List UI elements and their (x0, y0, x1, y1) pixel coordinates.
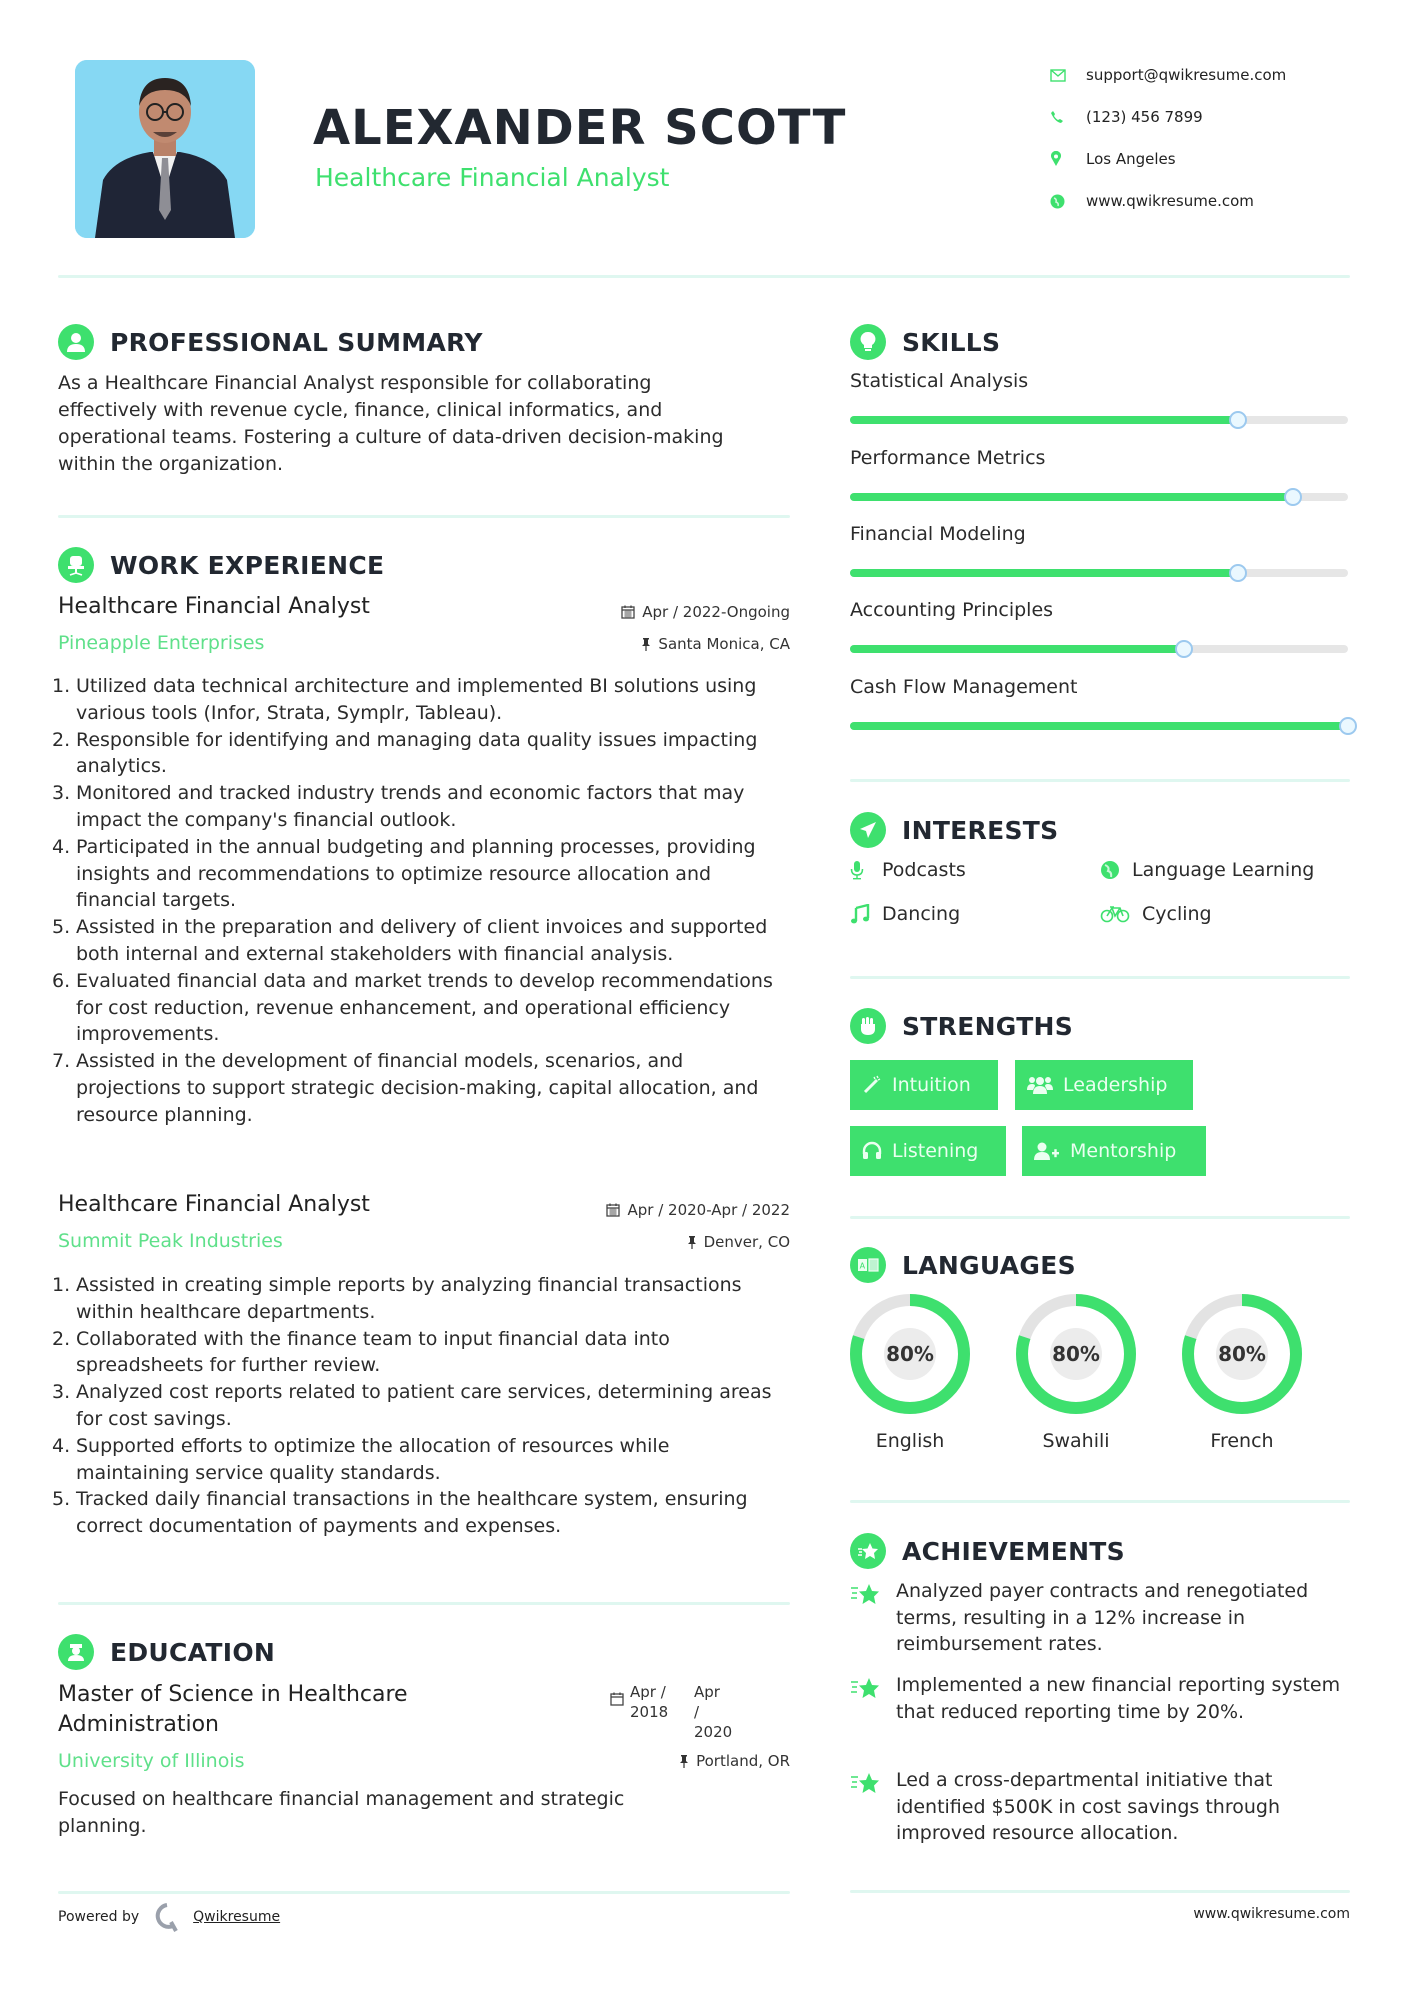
office-chair-icon (58, 547, 94, 583)
achievements-heading: ACHIEVEMENTS (850, 1533, 1125, 1569)
skill-slider-handle (1284, 488, 1302, 506)
degree-title: Master of Science in Healthcare Administration (58, 1682, 408, 1737)
list-item: 5. Assisted in the preparation and delivery of client invoices and supported both internal and external stakeholders with financial analysis. (52, 916, 768, 965)
map-pin-icon (1050, 151, 1086, 167)
star-badge-icon (850, 1533, 886, 1569)
education-description: Focused on healthcare financial management and strategic planning. (58, 1788, 625, 1837)
job-location: Denver, CO (540, 1233, 790, 1251)
star-icon (850, 1578, 896, 1658)
star-icon (850, 1672, 896, 1725)
globe-icon (1050, 194, 1086, 209)
list-item: 3. Monitored and tracked industry trends and economic factors that may impact the company's financial outlook. (52, 782, 745, 831)
strength-intuition: Intuition (850, 1060, 998, 1110)
company-name: Pineapple Enterprises (58, 632, 265, 654)
user-icon (58, 324, 94, 360)
skill-bar (850, 645, 1348, 653)
contact-phone[interactable]: (123) 456 7899 (1050, 96, 1380, 138)
progress-ring: 80% (849, 1293, 971, 1415)
pushpin-icon (687, 1235, 697, 1249)
skill-bar (850, 569, 1348, 577)
interests-heading: INTERESTS (850, 812, 1058, 848)
calendar-icon (610, 1692, 624, 1706)
achievement-item: Implemented a new financial reporting system that reduced reporting time by 20%. (850, 1672, 1360, 1725)
language-english: 80% English (849, 1293, 971, 1452)
section-divider (850, 976, 1350, 979)
candidate-role: Healthcare Financial Analyst (315, 163, 670, 192)
globe-icon (1100, 860, 1132, 880)
list-item: 2. Responsible for identifying and managing data quality issues impacting analytics. (52, 728, 758, 778)
users-icon (1027, 1075, 1053, 1095)
section-divider (58, 1602, 790, 1605)
header-divider (58, 275, 1350, 278)
strength-leadership: Leadership (1015, 1060, 1193, 1110)
footer-divider (58, 1891, 790, 1894)
job-dates: Apr / 2020-Apr / 2022 (500, 1201, 790, 1219)
education-location: Portland, OR (540, 1752, 790, 1770)
school-name: University of Illinois (58, 1750, 245, 1772)
graduate-icon (58, 1634, 94, 1670)
language-swahili: 80% Swahili (1015, 1293, 1137, 1452)
section-divider (850, 779, 1350, 782)
user-plus-icon (1034, 1141, 1060, 1161)
skill-performance-metrics: Performance Metrics (850, 447, 1350, 469)
list-item: 1. Utilized data technical architecture and implemented BI solutions using various tools (Infor, Strata, Symplr, Tableau). (52, 675, 757, 724)
pushpin-icon (679, 1754, 689, 1768)
section-divider (850, 1216, 1350, 1219)
languages-heading: A LANGUAGES (850, 1247, 1076, 1283)
contact-website[interactable]: www.qwikresume.com (1050, 180, 1380, 222)
list-item: 7. Assisted in the development of financial models, scenarios, and projections to support strategic decision-making, capital allocation, and resource planning. (52, 1050, 759, 1126)
contact-location: Los Angeles (1050, 138, 1380, 180)
profile-photo (75, 60, 255, 238)
skill-accounting-principles: Accounting Principles (850, 599, 1350, 621)
list-item: 5. Tracked daily financial transactions in the healthcare system, ensuring correct documentation of payments and expenses. (52, 1488, 748, 1538)
strength-mentorship: Mentorship (1022, 1126, 1206, 1176)
achievement-item: Led a cross-departmental initiative that identified $500K in cost savings through improved resource allocation. (850, 1767, 1360, 1847)
skill-slider-handle (1229, 564, 1247, 582)
skill-financial-modeling: Financial Modeling (850, 523, 1350, 545)
achievement-item: Analyzed payer contracts and renegotiated terms, resulting in a 12% increase in reimbursement rates. (850, 1578, 1360, 1658)
fist-icon (850, 1008, 886, 1044)
job-duties (52, 673, 783, 1129)
summary-text: As a Healthcare Financial Analyst responsible for collaborating effectively with revenue cycle, finance, clinical informatics, and operational teams. Fostering a culture of data-driven decision-making within the organization. (58, 372, 724, 475)
bicycle-icon (1100, 905, 1142, 923)
powered-by: Powered by Qwikresume (58, 1902, 280, 1932)
interest-podcasts: Podcasts (850, 859, 966, 881)
work-heading: WORK EXPERIENCE (58, 547, 384, 583)
list-item: 2. Collaborated with the finance team to input financial data into spreadsheets for further review. (52, 1327, 670, 1377)
microphone-icon (850, 860, 882, 880)
skills-heading: SKILLS (850, 324, 1000, 360)
skill-slider-handle (1229, 411, 1247, 429)
strengths-heading: STRENGTHS (850, 1008, 1073, 1044)
language-french: 80% French (1181, 1293, 1303, 1452)
candidate-name: ALEXANDER SCOTT (313, 100, 847, 156)
skill-bar (850, 493, 1348, 501)
education-dates: Apr / 2018 Apr / 2020 (610, 1682, 728, 1742)
section-divider (58, 515, 790, 518)
job-location: Santa Monica, CA (540, 635, 790, 653)
calendar-icon (621, 605, 635, 619)
lightbulb-icon (850, 324, 886, 360)
qwikresume-logo-icon (153, 1902, 181, 1932)
headphones-icon (862, 1141, 882, 1161)
skill-cash-flow-management: Cash Flow Management (850, 676, 1350, 698)
summary-heading: PROFESSIONAL SUMMARY (58, 324, 483, 360)
magic-wand-icon (862, 1075, 882, 1095)
skill-slider-handle (1339, 717, 1357, 735)
pushpin-icon (641, 637, 651, 651)
phone-icon (1050, 110, 1086, 124)
interest-language-learning: Language Learning (1100, 859, 1314, 881)
skill-slider-handle (1175, 640, 1193, 658)
envelope-icon (1050, 69, 1086, 82)
progress-ring: 80% (1181, 1293, 1303, 1415)
svg-text:A: A (859, 1261, 866, 1271)
list-item: 3. Analyzed cost reports related to patient care services, determining areas for cost savings. (52, 1381, 772, 1430)
contact-list (1050, 54, 1380, 222)
job-title: Healthcare Financial Analyst (58, 594, 370, 619)
job-title: Healthcare Financial Analyst (58, 1192, 370, 1217)
calendar-icon (606, 1203, 620, 1217)
interest-dancing: Dancing (850, 903, 960, 925)
list-item: 4. Supported efforts to optimize the allocation of resources while maintaining service quality standards. (52, 1434, 670, 1484)
job-dates: Apr / 2022-Ongoing (540, 603, 790, 621)
progress-ring: 80% (1015, 1293, 1137, 1415)
contact-email[interactable]: support@qwikresume.com (1050, 54, 1380, 96)
footer-website[interactable]: www.qwikresume.com (1193, 1906, 1350, 1922)
skill-bar (850, 416, 1348, 424)
translate-icon (850, 1247, 886, 1283)
list-item: 6. Evaluated financial data and market trends to develop recommendations for cost reduction, revenue enhancement, and operational efficiency improvements. (52, 969, 773, 1046)
company-name: Summit Peak Industries (58, 1230, 283, 1252)
list-item: 1. Assisted in creating simple reports by analyzing financial transactions within healthcare departments. (52, 1274, 742, 1323)
education-heading: EDUCATION (58, 1634, 275, 1670)
qwikresume-link[interactable]: Qwikresume (193, 1909, 281, 1925)
section-divider (850, 1500, 1350, 1503)
skill-bar (850, 722, 1348, 730)
music-note-icon (850, 904, 882, 924)
footer-divider (850, 1890, 1350, 1893)
paper-plane-icon (850, 812, 886, 848)
star-icon (850, 1767, 896, 1847)
strength-listening: Listening (850, 1126, 1006, 1176)
skill-statistical-analysis: Statistical Analysis (850, 370, 1350, 392)
list-item: 4. Participated in the annual budgeting and planning processes, providing insights and recommendations to optimize resource allocation and financial targets. (52, 835, 756, 912)
interest-cycling: Cycling (1100, 903, 1212, 925)
job-duties (52, 1272, 783, 1540)
